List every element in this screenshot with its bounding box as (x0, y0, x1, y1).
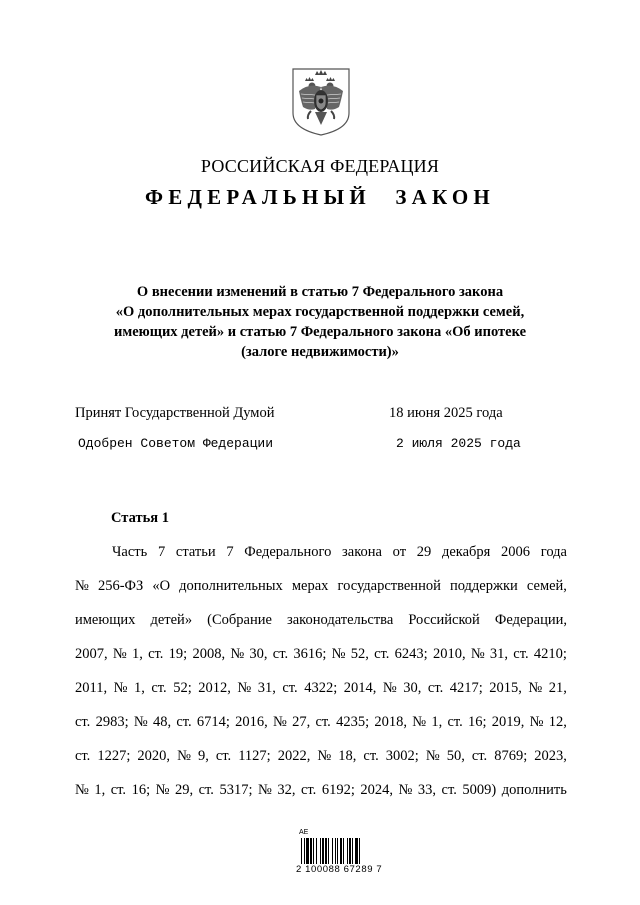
svg-text:AE: AE (299, 829, 309, 836)
article-text-line: Часть 7 статьи 7 Федерального закона от 29 декабря 2006 года (112, 544, 567, 560)
law-name-line: «О дополнительных мерах государственной поддержки семей, (115, 304, 525, 320)
council-approval-label: Одобрен Советом Федерации (78, 436, 274, 451)
law-name-line: имеющих детей» и статью 7 Федерального закона «Об ипотеке (113, 324, 527, 340)
barcode-number: 2 100088 67289 7 (296, 864, 383, 875)
article-text-line: ст. 1227; 2020, № 9, ст. 1127; 2022, № 18, ст. 3002; № 50, ст. 8769; 2023, (75, 748, 567, 764)
article-text-line: 2007, № 1, ст. 19; 2008, № 30, ст. 3616; № 52, ст. 6243; 2010, № 31, ст. 4210; (75, 646, 567, 662)
article-text-line: № 256-ФЗ «О дополнительных мерах государственной поддержки семей, (75, 578, 567, 594)
council-approval-date: 2 июля 2025 года (396, 436, 521, 451)
law-name-line: (залоге недвижимости)» (241, 344, 399, 360)
russian-coat-of-arms-icon (291, 67, 351, 137)
law-name-line: О внесении изменений в статью 7 Федерального закона (136, 284, 504, 300)
article-text-line: 2011, № 1, ст. 52; 2012, № 31, ст. 4322; 2014, № 30, ст. 4217; 2015, № 21, (75, 680, 567, 696)
article-text-line: № 1, ст. 16; № 29, ст. 5317; № 32, ст. 6192; 2024, № 33, ст. 5009) дополнить (75, 782, 567, 798)
article-text-line: имеющих детей» (Собрание законодательства Российской Федерации, (75, 612, 567, 628)
article-title: Статья 1 (111, 510, 169, 526)
law-name (60, 282, 580, 362)
duma-adoption-date: 18 июня 2025 года (389, 405, 503, 421)
country-name: РОССИЙСКАЯ ФЕДЕРАЦИЯ (200, 156, 440, 176)
duma-adoption-label: Принят Государственной Думой (75, 405, 275, 421)
article-text-line: ст. 2983; № 48, ст. 6714; 2016, № 27, ст. 4235; 2018, № 1, ст. 16; 2019, № 12, (75, 714, 567, 730)
article-body (75, 541, 567, 813)
law-type-title: ФЕДЕРАЛЬНЫЙ ЗАКОН (145, 185, 495, 209)
